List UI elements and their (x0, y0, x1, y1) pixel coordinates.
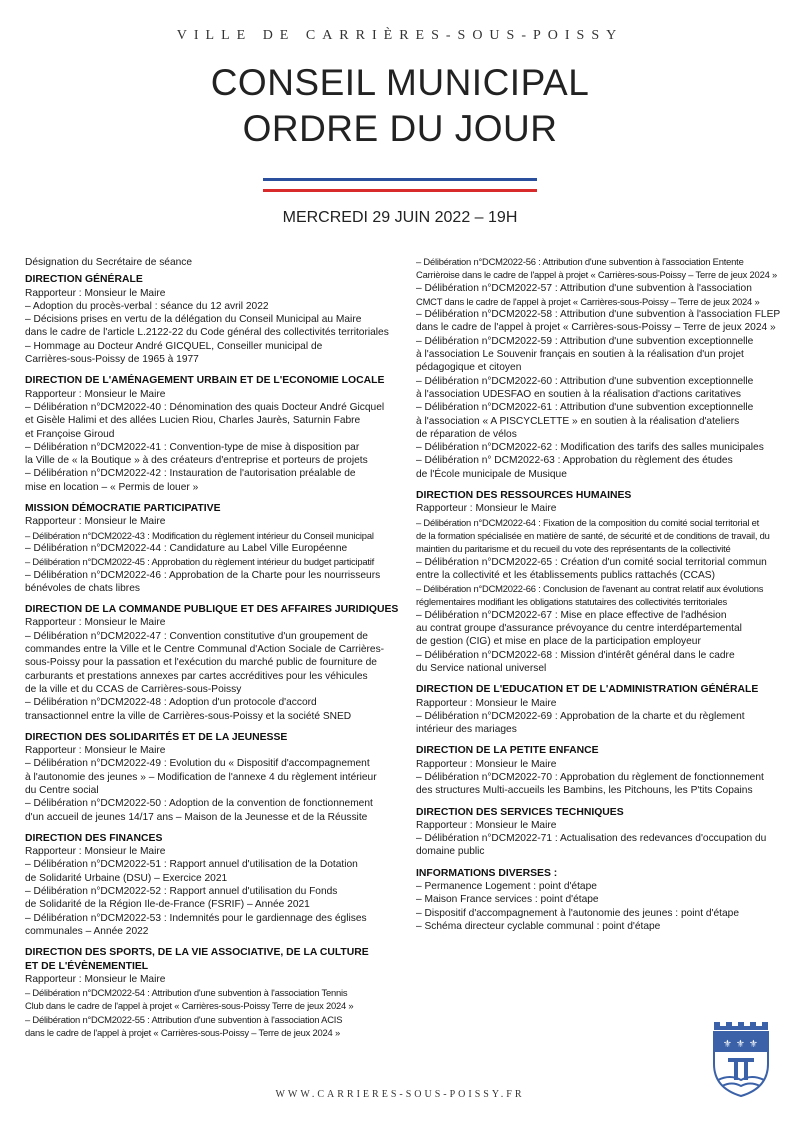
section-title: MISSION DÉMOCRATIE PARTICIPATIVE (25, 503, 221, 515)
rapporteur-line: Rapporteur : Monsieur le Maire (25, 617, 166, 629)
section-title: DIRECTION DE L'EDUCATION ET DE L'ADMINISTRATION GÉNÉRALE (416, 684, 759, 696)
agenda-item-line: – Délibération n°DCM2022-68 : Mission d'intérêt général dans le cadre (416, 649, 735, 661)
agenda-item-line: à l'association Le Souvenir français en soutien à la réalisation d'un projet (416, 349, 744, 361)
agenda-item-line: – Délibération n°DCM2022-54 : Attribution d'une subvention à l'association Tennis (25, 987, 348, 999)
svg-text:⚜: ⚜ (749, 1039, 758, 1050)
agenda-item-line: – Délibération n°DCM2022-57 : Attribution d'une subvention à l'association (416, 282, 752, 294)
rapporteur-line: Rapporteur : Monsieur le Maire (416, 758, 557, 770)
city-name: VILLE DE CARRIÈRES-SOUS-POISSY (176, 28, 624, 43)
agenda-item-line: pédagogique et citoyen (416, 362, 522, 374)
agenda-item-line: – Délibération n°DCM2022-43 : Modification du règlement intérieur du Conseil municipal (25, 529, 374, 541)
agenda-item-line: – Délibération n° DCM2022-63 : Approbation du règlement des études (416, 455, 733, 467)
rapporteur-line: Rapporteur : Monsieur le Maire (25, 287, 166, 299)
agenda-item-line: – Délibération n°DCM2022-67 : Mise en place effective de l'adhésion (416, 609, 727, 621)
title-line-1: CONSEIL MUNICIPAL (210, 62, 590, 103)
agenda-item-line: de réparation de vélos (416, 428, 517, 440)
rapporteur-line: Rapporteur : Monsieur le Maire (416, 503, 557, 515)
agenda-section (25, 946, 390, 1039)
agenda-left-column (25, 256, 399, 1047)
agenda-item-line: intérieur des mariages (416, 724, 517, 736)
agenda-item-line: au contrat groupe d'assurance prévoyance du centre interdépartemental (416, 623, 742, 635)
agenda-item-line: – Délibération n°DCM2022-56 : Attribution d'une subvention à l'association Entente (416, 256, 744, 267)
agenda-item-line: – Schéma directeur cyclable communal : point d'étape (416, 920, 661, 932)
intro-line: Désignation du Secrétaire de séance (25, 257, 193, 268)
agenda-item-line: – Délibération n°DCM2022-71 : Actualisation des redevances d'occupation du (416, 833, 767, 845)
agenda-item-line: – Délibération n°DCM2022-41 : Convention-type de mise à disposition par (25, 441, 360, 453)
agenda-item-line: – Délibération n°DCM2022-60 : Attribution d'une subvention exceptionnelle (416, 375, 754, 387)
agenda-item-line: – Délibération n°DCM2022-66 : Conclusion de l'avenant au contrat relatif aux évolutions (416, 583, 764, 595)
agenda-item-line: à l'autonomie des jeunes » – Modification de l'annexe 4 du règlement intérieur (25, 771, 377, 783)
agenda-item-line: – Délibération n°DCM2022-51 : Rapport annuel d'utilisation de la Dotation (25, 859, 358, 871)
agenda-section (416, 744, 781, 797)
agenda-item-line: de gestion (CIG) et mise en place de la participation employeur (416, 636, 701, 648)
agenda-item-line: – Délibération n°DCM2022-46 : Approbation de la Charte pour les nourrisseurs (25, 569, 381, 581)
agenda-section (416, 806, 781, 859)
agenda-item-line: – Délibération n°DCM2022-45 : Approbation du règlement intérieur du budget participatif (25, 556, 375, 568)
agenda-item-line: réglementaires modifiant les obligations statutaires des collectivités territoriales (416, 596, 727, 608)
rapporteur-line: Rapporteur : Monsieur le Maire (25, 516, 166, 528)
rapporteur-line: Rapporteur : Monsieur le Maire (25, 973, 166, 985)
agenda-item-line: transactionnel entre la ville de Carrières-sous-Poissy et la société SNED (25, 710, 352, 722)
agenda-item-line: – Délibération n°DCM2022-59 : Attribution d'une subvention exceptionnelle (416, 335, 754, 347)
agenda-item-line: du Centre social (25, 784, 99, 796)
agenda-item-line: – Permanence Logement : point d'étape (416, 881, 597, 893)
rapporteur-line: Rapporteur : Monsieur le Maire (416, 697, 557, 709)
agenda-item-line: et Françoise Giroud (25, 428, 115, 440)
agenda-item-line: – Délibération n°DCM2022-40 : Dénomination des quais Docteur André Gicquel (25, 401, 385, 413)
agenda-item-line: – Délibération n°DCM2022-58 : Attribution d'une subvention à l'association FLEP (416, 309, 781, 321)
meeting-date: MERCREDI 29 JUIN 2022 – 19H (282, 209, 518, 226)
page-title (0, 60, 800, 152)
agenda-item-line: commandes entre la Ville et le Centre Communal d'Action Sociale de Carrières- (25, 644, 385, 656)
agenda-item-line: – Délibération n°DCM2022-69 : Approbation de la charte et du règlement (416, 710, 745, 722)
section-title: DIRECTION DES SOLIDARITÉS ET DE LA JEUNESSE (25, 731, 288, 743)
agenda-item-line: à l'association UDESFAO en soutien à la réalisation d'actions caritatives (416, 388, 741, 400)
agenda-item-line: – Délibération n°DCM2022-70 : Approbation du règlement de fonctionnement (416, 771, 764, 783)
agenda-item-line: de Solidarité Urbaine (DSU) – Exercice 2021 (25, 872, 228, 884)
section-title: DIRECTION GÉNÉRALE (25, 274, 143, 286)
agenda-item-line: Carrières-sous-Poissy de 1965 à 1977 (25, 354, 199, 366)
agenda-item-line: – Délibération n°DCM2022-49 : Evolution du « Dispositif d'accompagnement (25, 758, 370, 770)
agenda-right-column (416, 255, 781, 941)
agenda-item-line: – Délibération n°DCM2022-64 : Fixation de la composition du comité social territorial et (416, 516, 760, 528)
website-url: WWW.CARRIERES-SOUS-POISSY.FR (275, 1089, 525, 1100)
agenda-item-line: – Délibération n°DCM2022-48 : Adoption d'un protocole d'accord (25, 697, 317, 709)
section-title: INFORMATIONS DIVERSES : (416, 867, 558, 879)
agenda-item-line: de la formation spécialisée en matière de santé, de sécurité et de conditions de travail, du (416, 529, 770, 541)
agenda-item-line: et Gisèle Halimi et des allées Lucien Riou, Charles Jaurès, Saturnin Fabre (25, 415, 361, 427)
section-title: DIRECTION DE L'AMÉNAGEMENT URBAIN ET DE L'ECONOMIE LOCALE (25, 375, 385, 387)
agenda-item-line: communales – Année 2022 (25, 925, 149, 937)
section-title: DIRECTION DE LA PETITE ENFANCE (416, 745, 599, 757)
agenda-section (25, 731, 390, 824)
agenda-item-line: entre la collectivité et les établissements publics rattachés (CCAS) (416, 569, 715, 581)
agenda-section (416, 683, 781, 736)
agenda-item-line: de l'École municipale de Musique (416, 468, 567, 480)
rapporteur-line: Rapporteur : Monsieur le Maire (25, 388, 166, 400)
agenda-item-line: domaine public (416, 846, 485, 858)
agenda-item-line: – Adoption du procès-verbal : séance du 12 avril 2022 (25, 300, 269, 312)
section-title: DIRECTION DES SPORTS, DE LA VIE ASSOCIATIVE, DE LA CULTURE (25, 947, 369, 959)
rapporteur-line: Rapporteur : Monsieur le Maire (25, 846, 166, 858)
agenda-item-line: de la ville et du CCAS de Carrières-sous-Poissy (25, 683, 242, 695)
agenda-item-line: – Délibération n°DCM2022-62 : Modification des tarifs des salles municipales (416, 442, 764, 454)
agenda-section (416, 255, 781, 481)
agenda-section (25, 832, 390, 938)
agenda-item-line: la Ville de « la Boutique » à des créateurs d'entreprise et porteurs de projets (25, 455, 368, 467)
agenda-item-line: CMCT dans le cadre de l'appel à projet « Carrières-sous-Poissy – Terre de jeux 2024 » (416, 295, 760, 307)
agenda-item-line: à l'association « A PISCYCLETTE » en soutien à la réalisation d'ateliers (416, 415, 740, 427)
agenda-item-line: mise en location – « Permis de louer » (25, 481, 199, 493)
agenda-section (25, 603, 399, 723)
agenda-item-line: dans le cadre de l'article L.2122-22 du Code général des collectivités territoriales (25, 327, 389, 339)
agenda-item-line: carburants et prestations annexes par cartes accréditives pour les véhicules (25, 670, 368, 682)
agenda-item-line: – Dispositif d'accompagnement à l'autonomie des jeunes : point d'étape (416, 907, 739, 919)
agenda-item-line: – Délibération n°DCM2022-47 : Convention constitutive d'un groupement de (25, 630, 368, 642)
agenda-item-line: – Maison France services : point d'étape (416, 894, 599, 906)
section-title: DIRECTION DES RESSOURCES HUMAINES (416, 490, 632, 502)
section-title: DIRECTION DES FINANCES (25, 832, 163, 844)
agenda-section (25, 374, 390, 494)
agenda-item-line: – Délibération n°DCM2022-65 : Création d'un comité social territorial commun (416, 556, 767, 568)
agenda-section (25, 502, 390, 595)
rapporteur-line: Rapporteur : Monsieur le Maire (25, 745, 166, 757)
agenda-item-line: des structures Multi-accueils les Bambins, les Pitchouns, les P'tits Copains (416, 785, 753, 797)
agenda-item-line: d'un accueil de jeunes 14/17 ans – Maison de la Jeunesse et de la Réussite (25, 811, 368, 823)
agenda-item-line: dans le cadre de l'appel à projet « Carrières-sous-Poissy – Terre de jeux 2024 » (25, 1027, 340, 1039)
svg-text:⚜: ⚜ (723, 1039, 732, 1050)
agenda-item-line: Club dans le cadre de l'appel à projet « Carrières-sous-Poissy Terre de jeux 2024 » (25, 1000, 354, 1012)
agenda-item-line: bénévoles de chats libres (25, 582, 140, 594)
agenda-item-line: – Délibération n°DCM2022-55 : Attribution d'une subvention à l'association ACIS (25, 1013, 343, 1025)
agenda-item-line: – Délibération n°DCM2022-42 : Instauration de l'autorisation préalable de (25, 468, 356, 480)
agenda-item-line: – Délibération n°DCM2022-53 : Indemnités pour le gardiennage des églises (25, 912, 367, 924)
agenda-section (25, 273, 390, 366)
section-title: ET DE L'ÉVÈNEMENTIEL (25, 960, 149, 972)
agenda-item-line: du Service national universel (416, 662, 547, 674)
rapporteur-line: Rapporteur : Monsieur le Maire (416, 819, 557, 831)
agenda-item-line: – Délibération n°DCM2022-50 : Adoption de la convention de fonctionnement (25, 798, 373, 810)
agenda-section (416, 867, 781, 933)
agenda-item-line: maintien du paritarisme et du recueil du vote des représentants de la collectivité (416, 543, 731, 555)
agenda-item-line: de Solidarité de la Région Ile-de-France (FSRIF) – Année 2021 (25, 899, 310, 911)
agenda-item-line: sous-Poissy pour la passation et l'exécution du marché public de fourniture de (25, 657, 377, 669)
title-line-2: ORDRE DU JOUR (242, 108, 558, 149)
agenda-item-line: Carrièroise dans le cadre de l'appel à projet « Carrières-sous-Poissy – Terre de jeux 2024 » (416, 269, 778, 281)
agenda-item-line: – Délibération n°DCM2022-44 : Candidature au Label Ville Européenne (25, 542, 348, 554)
section-title: DIRECTION DE LA COMMANDE PUBLIQUE ET DES AFFAIRES JURIDIQUES (25, 604, 399, 616)
agenda-section (416, 489, 781, 675)
section-title: DIRECTION DES SERVICES TECHNIQUES (416, 806, 624, 818)
flag-stripe-blue (263, 178, 537, 181)
agenda-item-line: dans le cadre de l'appel à projet « Carrières-sous-Poissy – Terre de jeux 2024 » (416, 322, 776, 334)
flag-stripe-red (263, 189, 537, 192)
agenda-item-line: – Délibération n°DCM2022-61 : Attribution d'une subvention exceptionnelle (416, 402, 754, 414)
agenda-item-line: – Délibération n°DCM2022-52 : Rapport annuel d'utilisation du Fonds (25, 886, 338, 898)
svg-text:⚜: ⚜ (736, 1039, 745, 1050)
city-crest-logo (710, 1018, 772, 1098)
agenda-item-line: – Décisions prises en vertu de la délégation du Conseil Municipal au Maire (25, 314, 362, 326)
agenda-item-line: – Hommage au Docteur André GICQUEL, Conseiller municipal de (25, 340, 323, 352)
